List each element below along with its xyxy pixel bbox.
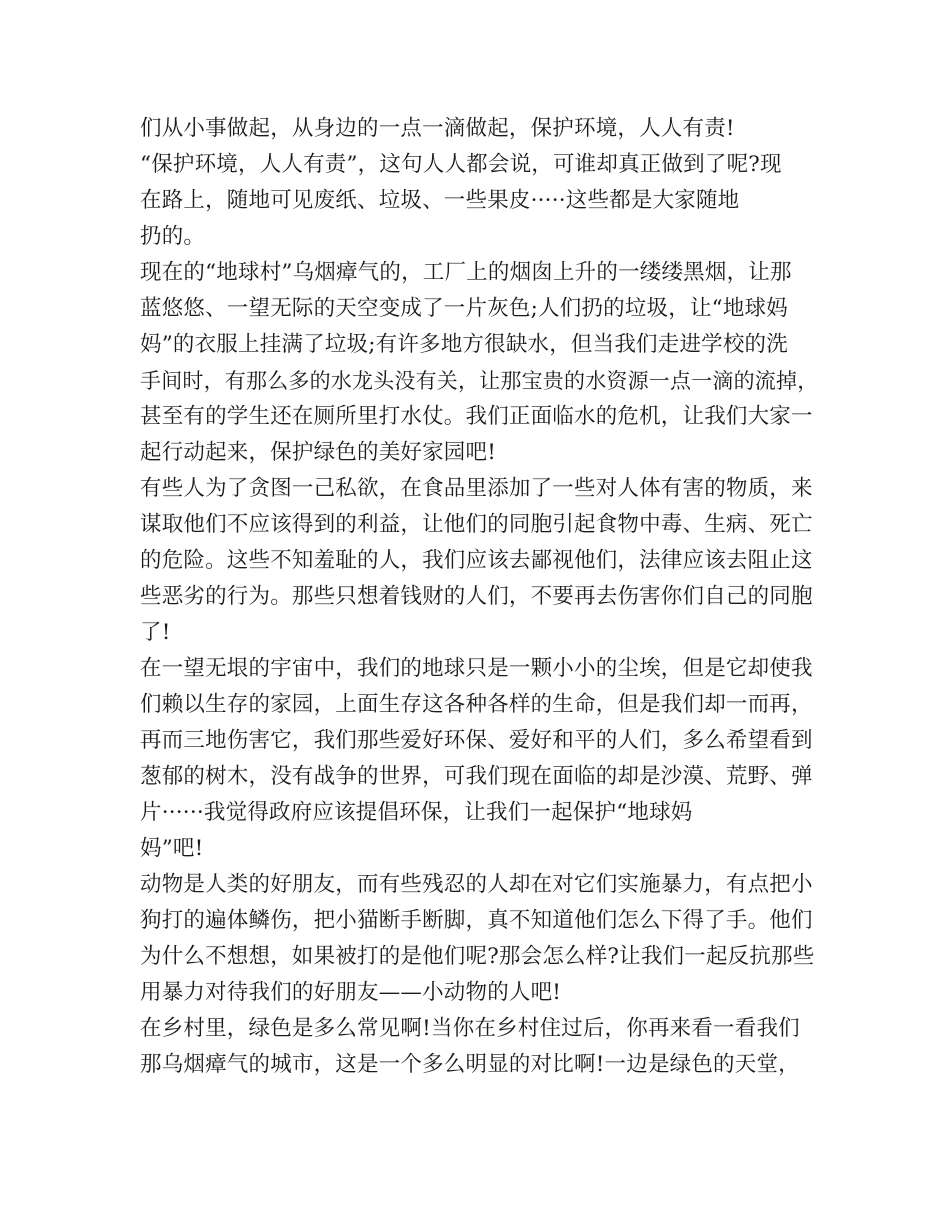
text-line: 现在的“地球村”乌烟瘴气的，工厂上的烟囱上升的一缕缕黑烟，让那 xyxy=(140,260,792,285)
text-line: 在乡村里，绿色是多么常见啊!当你在乡村住过后，你再来看一看我们 xyxy=(140,1016,800,1041)
text-line: 狗打的遍体鳞伤，把小猫断手断脚，真不知道他们怎么下得了手。他们 xyxy=(140,908,813,933)
text-line: 有些人为了贪图一己私欲，在食品里添加了一些对人体有害的物质，来 xyxy=(140,476,813,501)
text-line: 蓝悠悠、一望无际的天空变成了一片灰色;人们扔的垃圾，让“地球妈 xyxy=(140,296,788,321)
text-line: 妈”的衣服上挂满了垃圾;有许多地方很缺水，但当我们走进学校的洗 xyxy=(140,332,788,357)
text-line: 的危险。这些不知羞耻的人，我们应该去鄙视他们，法律应该去阻止这 xyxy=(140,548,813,573)
text-line: 动物是人类的好朋友，而有些残忍的人却在对它们实施暴力，有点把小 xyxy=(140,872,813,897)
text-line: 再而三地伤害它，我们那些爱好环保、爱好和平的人们，多么希望看到 xyxy=(140,728,813,753)
text-line: 为什么不想想，如果被打的是他们呢?那会怎么样?让我们一起反抗那些 xyxy=(140,944,815,969)
text-line: 起行动起来，保护绿色的美好家园吧! xyxy=(140,440,497,465)
text-line: 妈”吧! xyxy=(140,836,204,861)
text-line: 谋取他们不应该得到的利益，让他们的同胞引起食物中毒、生病、死亡 xyxy=(140,512,813,537)
text-line: 用暴力对待我们的好朋友——小动物的人吧! xyxy=(140,980,562,1005)
text-line: 在一望无垠的宇宙中，我们的地球只是一颗小小的尘埃，但是它却使我 xyxy=(140,656,813,681)
text-line: “保护环境，人人有责”，这句人人都会说，可谁却真正做到了呢?现 xyxy=(140,152,782,177)
text-line: 了! xyxy=(140,620,171,645)
text-line: 些恶劣的行为。那些只想着钱财的人们，不要再去伤害你们自己的同胞 xyxy=(140,584,813,609)
text-line: 扔的。 xyxy=(140,224,206,249)
text-line: 片······我觉得政府应该提倡环保，让我们一起保护“地球妈 xyxy=(140,800,693,825)
text-line: 在路上，随地可见废纸、垃圾、一些果皮·····这些都是大家随地 xyxy=(140,188,740,213)
essay-body xyxy=(140,111,830,1083)
text-line: 那乌烟瘴气的城市，这是一个多么明显的对比啊!一边是绿色的天堂， xyxy=(140,1052,800,1077)
text-line: 手间时，有那么多的水龙头没有关，让那宝贵的水资源一点一滴的流掉， xyxy=(140,369,819,393)
text-line: 葱郁的树木，没有战争的世界，可我们现在面临的却是沙漠、荒野、弹 xyxy=(140,764,813,789)
text-line: 们从小事做起，从身边的一点一滴做起，保护环境，人人有责! xyxy=(140,116,735,141)
text-line: 甚至有的学生还在厕所里打水仗。我们正面临水的危机，让我们大家一 xyxy=(140,404,813,429)
text-line: 们赖以生存的家园，上面生存这各种各样的生命，但是我们却一而再， xyxy=(140,692,813,717)
